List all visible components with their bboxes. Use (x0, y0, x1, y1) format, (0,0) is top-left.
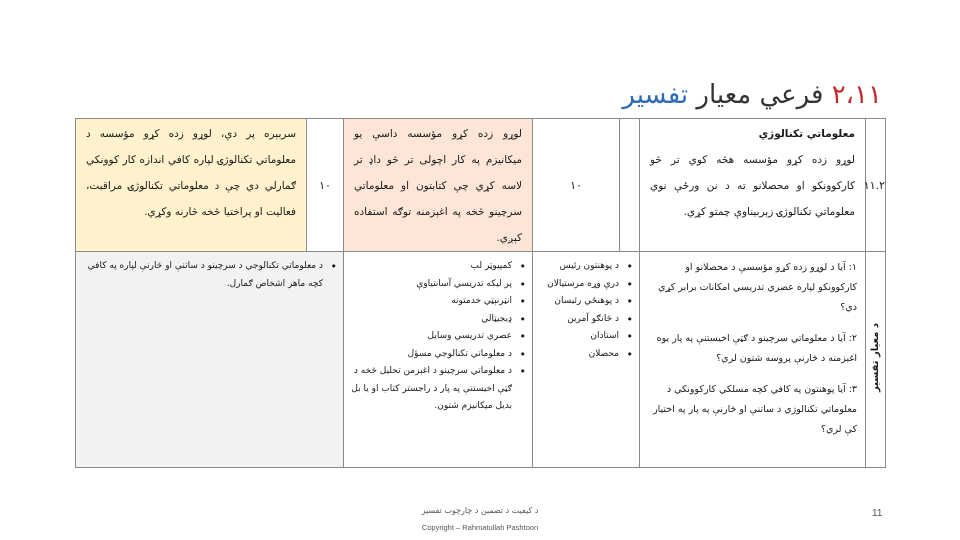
criterion-cell (640, 119, 866, 252)
list-item: • د پوهنځي رئيسان (539, 293, 633, 311)
middle-score-cell (533, 119, 620, 252)
spacer-cell (620, 119, 640, 252)
row-label-cell (866, 252, 886, 468)
title-word-criterion: فرعي معيار (696, 80, 824, 110)
left-score-cell (307, 119, 344, 252)
list-item: • عصري تدريسي وسايل (350, 328, 526, 346)
left-score: ۱۰ (319, 178, 331, 192)
title-number: ۲،۱۱ (831, 80, 882, 110)
evidence-list (344, 252, 532, 416)
criterion-heading: معلوماتي تکنالوژي (758, 128, 855, 140)
slide-title (622, 80, 882, 110)
question-item: ۳: آيا پوهنتون په کافي کچه مسلکي کارکوونکي د معلوماتي تکنالوژي د ساتنې او څارنې په پار په اختيار کې لري؟ (653, 384, 857, 435)
footer-caption: د کيفيت د تضمين د چارچوب تفسير (421, 506, 539, 515)
list-item: • استادان (539, 328, 633, 346)
list-item: • ډيجيټالي (350, 311, 526, 329)
list-item: • کمپيوټر لب (350, 258, 526, 276)
list-item: • د معلوماتي تکنالوجي مسؤل (350, 346, 526, 364)
middle-requirement-cell (344, 119, 533, 252)
title-word-interpretation: تفسير (622, 80, 689, 110)
criteria-table (75, 118, 886, 468)
criterion-number: ۱۱.۲ (863, 178, 885, 192)
middle-score: ۱۰ (570, 178, 582, 192)
list-item: • درې وړه مرستيالان (539, 276, 633, 294)
row-label: د معيار تفسير (870, 323, 881, 392)
evidence-cell (344, 252, 533, 468)
page-number: 11 (872, 508, 883, 519)
list-item: • محصلان (539, 346, 633, 364)
table-body-row (76, 252, 886, 468)
people-list (533, 252, 639, 363)
staff-list (76, 252, 343, 293)
question-item: ۱: آيا د لوړو زده کړو مؤسسې د محصلانو او کارکوونکو لپاره عصري تدريسي امکانات برابر کړي دي؟ (658, 262, 857, 313)
questions-cell (640, 252, 866, 468)
list-item: • د معلوماتي سرچينو د اغېزمن تحليل څخه د ګټې اخيستنې په پار د راجستر کتاب او يا بل بديل ميکانيزم شتون. (350, 363, 526, 416)
people-cell (533, 252, 640, 468)
list-item: • د پوهنتون رئيس (539, 258, 633, 276)
list-item: • د څانګو آمرين (539, 311, 633, 329)
criterion-text: لوړو زده کړو مؤسسه هڅه کوي تر څو کارکوونکو او محصلانو ته د نن ورځې نوي معلوماتي تکنالوژۍ زېربيناوې چمتو کړي. (650, 154, 855, 218)
left-requirement-cell (76, 119, 307, 252)
middle-requirement-text: لوړو زده کړو مؤسسه داسې يو ميکانيزم په کار اچولی تر څو داډ تر لاسه کړي چې کتابتون او معلوماتي سرچينو څخه په اغېزمنه توګه استفاده کېږي. (354, 128, 522, 244)
list-item: • پر ليکه تدريسي آسانتياوې (350, 276, 526, 294)
criterion-number-cell (863, 119, 886, 252)
table-header-row (76, 119, 886, 252)
list-item: • د معلوماتي تکنالوجي د سرچينو د ساتنې او څارنې لپاره په کافي کچه ماهر اشخاص ګمارل. (82, 258, 337, 293)
footer-copyright: Copyright – Rahmatullah Pashtoon (421, 523, 539, 532)
list-item: • انټرنېټي خدمتونه (350, 293, 526, 311)
question-item: ۲: آيا د معلوماتي سرچينو د ګټې اخيستنې په پار يوه اغېزمنه د څارنې پروسه شتون لري؟ (656, 333, 857, 364)
left-requirement-text: سربېره پر دې، لوړو زده کړو مؤسسه د معلوماتي تکنالوژۍ لپاره کافي اندازه کار کوونکي ګمارلي دي چې د معلوماتي تکنالوژۍ مراقبت، فعاليت او پراختيا څخه څارنه وکړي. (86, 128, 296, 218)
staff-cell (76, 252, 344, 468)
